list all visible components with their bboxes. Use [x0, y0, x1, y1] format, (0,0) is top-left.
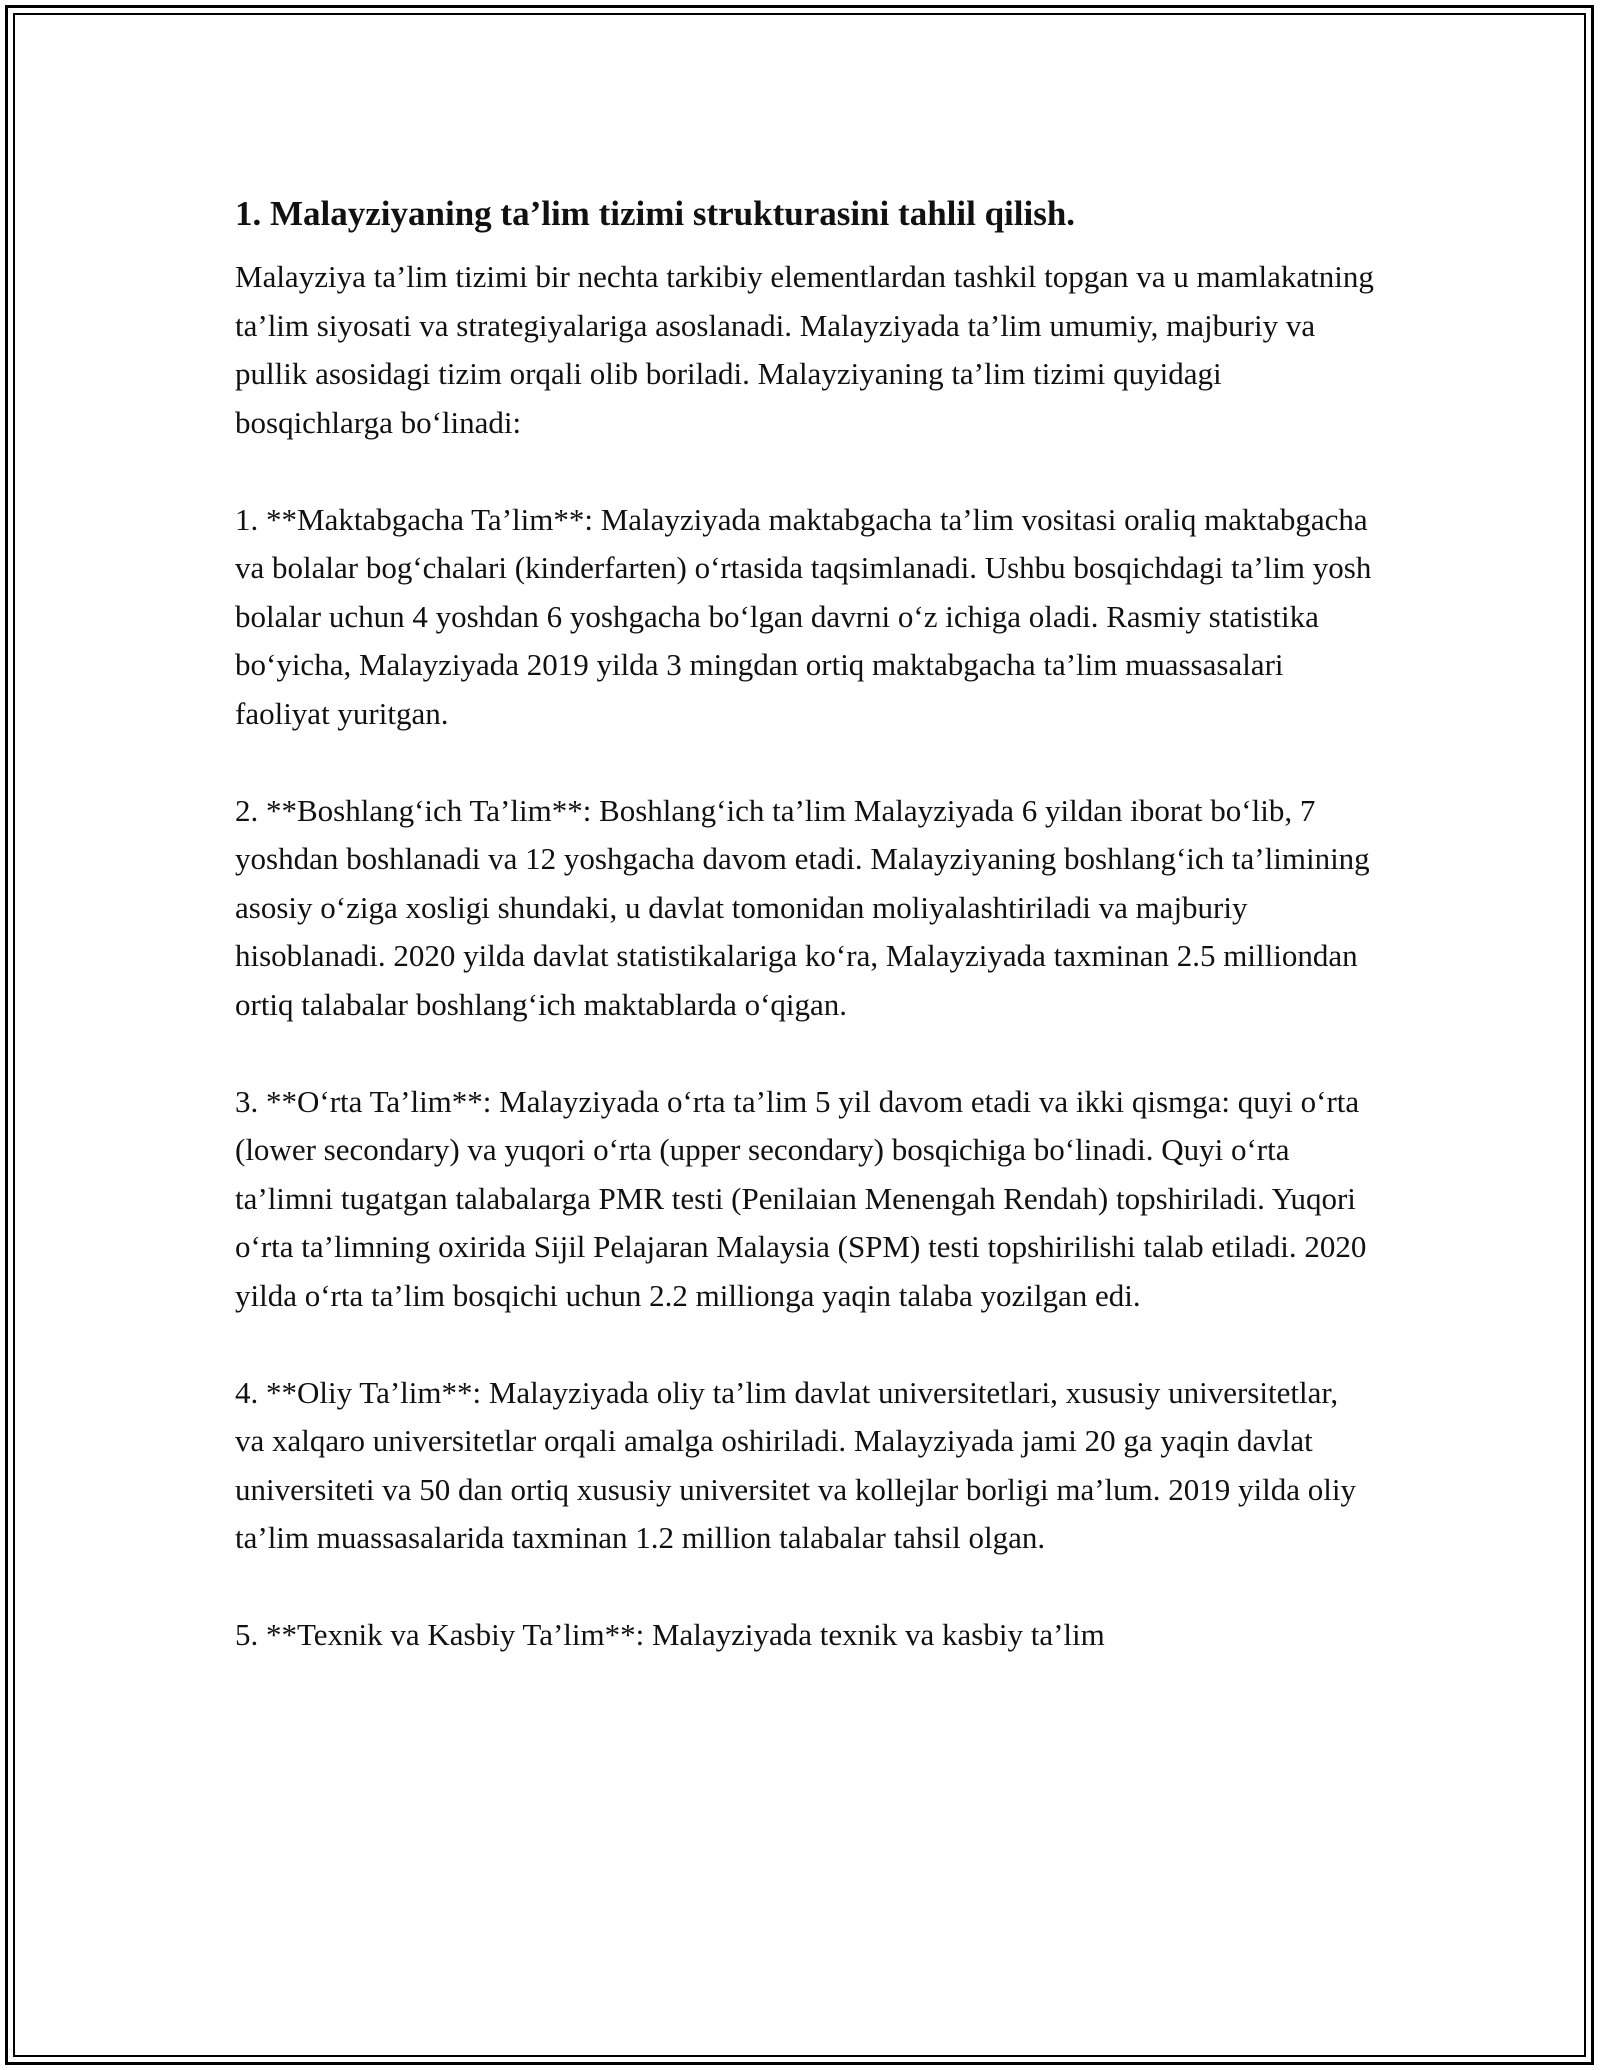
paragraph-technical: 5. **Texnik va Kasbiy Ta’lim**: Malayziyada texnik va kasbiy ta’lim	[235, 1617, 1105, 1652]
document-body	[235, 185, 1375, 1708]
paragraph-intro: Malayziya ta’lim tizimi bir nechta tarkibiy elementlardan tashkil topgan va u mamlakatning ta’lim siyosati va strategiyalariga asoslanadi. Malayziyada ta’lim umumiy, majburiy va pullik asosidagi tizim orqali olib boriladi. Malayziyaning ta’lim tizimi quyidagi bosqichlarga bo‘linadi:	[235, 259, 1374, 440]
paragraph-higher: 4. **Oliy Ta’lim**: Malayziyada oliy ta’lim davlat universitetlari, xususiy universitetlar, va xalqaro universitetlar orqali amalga oshiriladi. Malayziyada jami 20 ga yaqin davlat universiteti va 50 dan ortiq xususiy universitet va kollejlar borligi ma’lum. 2019 yilda oliy ta’lim muassasalarida taxminan 1.2 million talabalar tahsil olgan.	[235, 1374, 1356, 1555]
paragraph-preschool: 1. **Maktabgacha Ta’lim**: Malayziyada maktabgacha ta’lim vositasi oraliq maktabgacha va bolalar bog‘chalari (kinderfarten) o‘rtasida taqsimlanadi. Ushbu bosqichdagi ta’lim yosh bolalar uchun 4 yoshdan 6 yoshgacha bo‘lgan davrni o‘z ichiga oladi. Rasmiy statistika bo‘yicha, Malayziyada 2019 yilda 3 mingdan ortiq maktabgacha ta’lim muassasalari faoliyat yuritgan.	[235, 501, 1372, 731]
paragraph-primary: 2. **Boshlang‘ich Ta’lim**: Boshlang‘ich ta’lim Malayziyada 6 yildan iborat bo‘lib, 7 yoshdan boshlanadi va 12 yoshgacha davom etadi. Malayziyaning boshlang‘ich ta’limining asosiy o‘ziga xosligi shundaki, u davlat tomonidan moliyalashtiriladi va majburiy hisoblanadi. 2020 yilda davlat statistikalariga ko‘ra, Malayziyada taxminan 2.5 milliondan ortiq talabalar boshlang‘ich maktablarda o‘qigan.	[235, 792, 1370, 1022]
document-title: 1. Malayziyaning ta’lim tizimi strukturasini tahlil qilish.	[235, 194, 1076, 233]
paragraph-secondary: 3. **O‘rta Ta’lim**: Malayziyada o‘rta ta’lim 5 yil davom etadi va ikki qismga: quyi o‘rta (lower secondary) va yuqori o‘rta (upper secondary) bosqichiga bo‘linadi. Quyi o‘rta ta’limni tugatgan talabalarga PMR testi (Penilaian Menengah Rendah) topshiriladi. Yuqori o‘rta ta’limning oxirida Sijil Pelajaran Malaysia (SPM) testi topshirilishi talab etiladi. 2020 yilda o‘rta ta’lim bosqichi uchun 2.2 millionga yaqin talaba yozilgan edi.	[235, 1083, 1367, 1313]
